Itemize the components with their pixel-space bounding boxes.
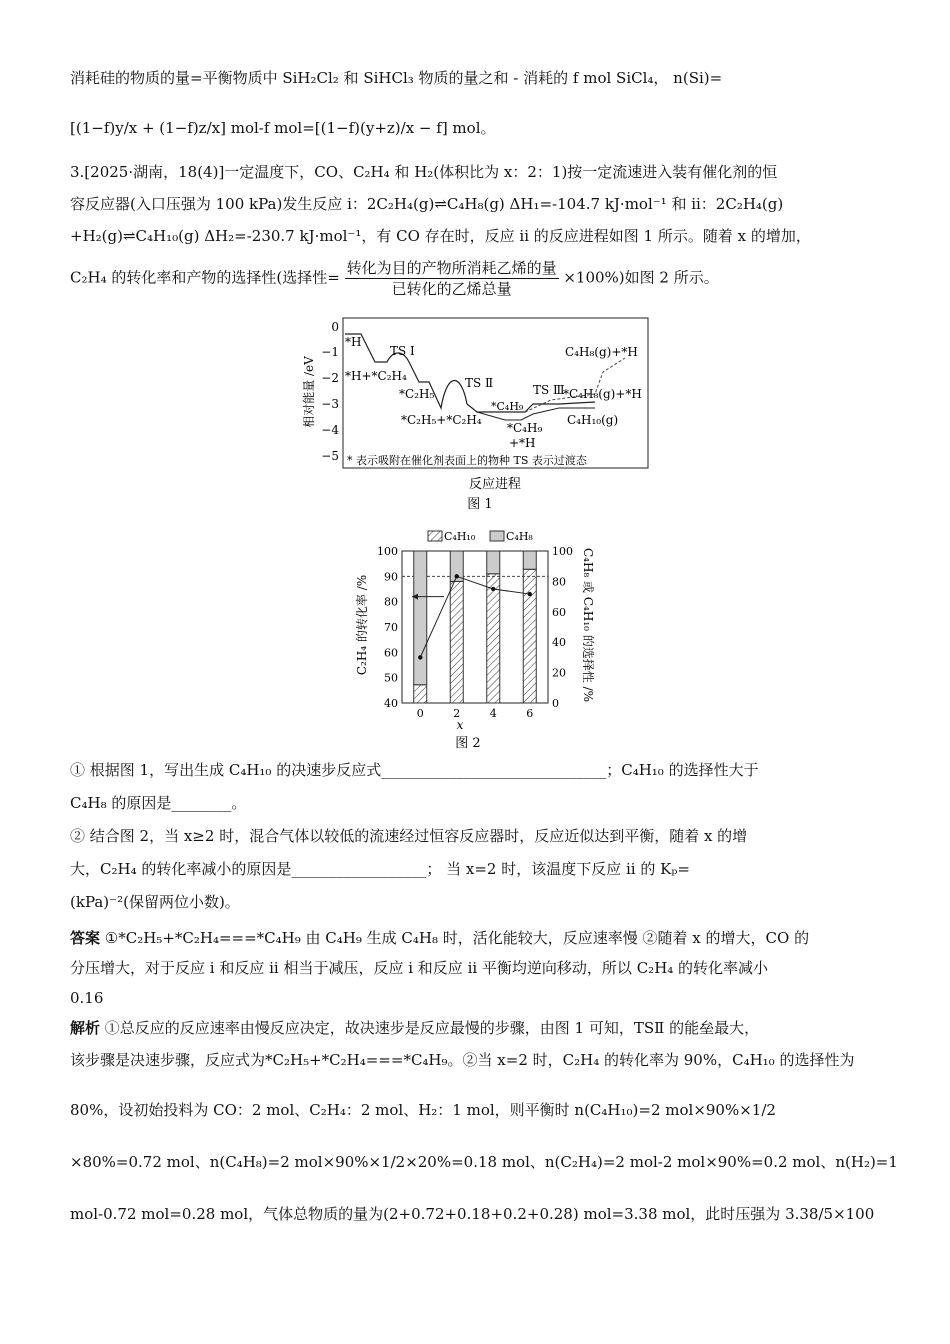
fig2-legend-c4h10: C₄H₁₀ bbox=[444, 530, 476, 543]
fig2-legend-swatch-c4h8 bbox=[490, 531, 504, 541]
analysis-label: 解析 bbox=[70, 1019, 101, 1037]
fig1-label-c4h10: C₄H₁₀(g) bbox=[567, 413, 619, 427]
fig2-ytick-left: 50 bbox=[384, 671, 398, 685]
fig1-ytick: −4 bbox=[321, 423, 339, 437]
fig1-label-c2h5-c2h4: *C₂H₅+*C₂H₄ bbox=[401, 413, 482, 427]
fig1-label-c4h8-mid: *C₄H₈(g)+*H bbox=[563, 387, 642, 401]
fig2-legend-c4h8: C₄H₈ bbox=[506, 530, 533, 543]
fig1-label-ts3: TS Ⅲ bbox=[533, 383, 565, 397]
analysis-text: ①总反应的反应速率由慢反应决定，故决速步是反应最慢的步骤，由图 1 可知，TSⅡ 的能垒最大， bbox=[100, 1019, 760, 1037]
question-3-line-2: 容反应器(入口压强为 100 kPa)发生反应 i：2C₂H₄(g)⇌C₄H₈(g) ΔH₁=-104.7 kJ·mol⁻¹ 和 ii：2C₂H₄(g) bbox=[70, 195, 784, 213]
fig2-bar-c4h8 bbox=[414, 551, 427, 685]
question-part-2-line-3: (kPa)⁻²(保留两位小数)。 bbox=[70, 893, 240, 911]
text-line-1: 消耗硅的物质的量=平衡物质中 SiH₂Cl₂ 和 SiHCl₃ 物质的量之和 - 消耗的 f mol SiCl₄， n(Si)= bbox=[70, 69, 723, 87]
fig2-xtick: 4 bbox=[489, 707, 497, 720]
fig1-note: * 表示吸附在催化剂表面上的物种 TS 表示过渡态 bbox=[347, 454, 587, 467]
fig2-conversion-point bbox=[455, 574, 459, 578]
fig1-yticks bbox=[321, 320, 339, 463]
fig1-ylabel: 相对能量 /eV bbox=[302, 356, 316, 428]
fig2-xlabel: x bbox=[456, 718, 464, 732]
fig2-plot-area bbox=[377, 545, 573, 720]
fig1-label-c4h9-a: *C₄H₉ bbox=[491, 400, 524, 413]
fig1-ytick: −3 bbox=[321, 397, 339, 411]
fig1-label-c4h9-h: +*H bbox=[509, 436, 536, 450]
selectivity-lead: C₂H₄ 的转化率和产物的选择性(选择性= bbox=[70, 268, 340, 287]
analysis-line-1 bbox=[70, 1018, 759, 1038]
fig1-ytick: 0 bbox=[331, 320, 339, 334]
fig2-bar-c4h10 bbox=[523, 569, 536, 703]
figure-1-energy-profile bbox=[295, 312, 665, 512]
selectivity-numerator: 转化为目的产物所消耗乙烯的量 bbox=[346, 259, 557, 277]
question-part-2-line-2: 大，C₂H₄ 的转化率减小的原因是__________________； 当 x=2 时，该温度下反应 ii 的 Kₚ= bbox=[70, 860, 690, 878]
answer-line-3: 0.16 bbox=[70, 989, 104, 1007]
fig2-ytick-right: 20 bbox=[552, 666, 566, 680]
answer-line-1 bbox=[70, 928, 809, 948]
fig1-ytick: −1 bbox=[321, 345, 339, 359]
selectivity-denominator: 已转化的乙烯总量 bbox=[391, 280, 512, 298]
fig2-conversion-point bbox=[528, 592, 532, 596]
fig2-ytick-left: 90 bbox=[384, 570, 398, 584]
fig1-label-ts2: TS Ⅱ bbox=[465, 376, 494, 390]
fig2-conversion-point bbox=[418, 655, 422, 659]
question-part-2-line-1: ② 结合图 2，当 x≥2 时，混合气体以较低的流速经过恒容反应器时，反应近似达到平衡，随着 x 的增 bbox=[70, 827, 748, 845]
answer-text: ①*C₂H₅+*C₂H₄===*C₄H₉ 由 C₄H₉ 生成 C₄H₈ 时，活化能较大，反应速率慢 ②随着 x 的增大，CO 的 bbox=[100, 929, 810, 947]
selectivity-tail: ×100%)如图 2 所示。 bbox=[563, 268, 719, 287]
answer-label: 答案 bbox=[70, 929, 101, 947]
fig2-ytick-left: 100 bbox=[377, 545, 398, 558]
fig1-label-h: *H bbox=[345, 335, 362, 349]
fig1-caption: 图 1 bbox=[467, 497, 493, 512]
question-3-line-3: +H₂(g)⇌C₄H₁₀(g) ΔH₂=-230.7 kJ·mol⁻¹，有 CO 存在时，反应 ii 的反应进程如图 1 所示。随着 x 的增加， bbox=[70, 227, 811, 245]
analysis-line-2: 该步骤是决速步骤，反应式为*C₂H₅+*C₂H₄===*C₄H₉。②当 x=2 时，C₂H₄ 的转化率为 90%，C₄H₁₀ 的选择性为 bbox=[70, 1051, 855, 1069]
fig2-bar-c4h8 bbox=[487, 551, 500, 574]
fig2-xtick: 0 bbox=[416, 707, 424, 720]
fig1-label-ts1: TS Ⅰ bbox=[390, 344, 415, 358]
fig2-bar-c4h10 bbox=[487, 574, 500, 703]
analysis-line-4: ×80%=0.72 mol、n(C₄H₈)=2 mol×90%×1/2×20%=0.18 mol、n(C₂H₄)=2 mol-2 mol×90%=0.2 mol、n(H₂)=1 bbox=[70, 1153, 898, 1171]
question-part-1-line-2: C₄H₈ 的原因是________。 bbox=[70, 794, 247, 812]
fig2-legend-swatch-c4h10 bbox=[428, 531, 442, 541]
fig2-conversion-line bbox=[420, 576, 530, 657]
analysis-line-5: mol-0.72 mol=0.28 mol，气体总物质的量为(2+0.72+0.18+0.2+0.28) mol=3.38 mol，此时压强为 3.38/5×100 bbox=[70, 1205, 875, 1223]
question-part-1-line-1: ① 根据图 1，写出生成 C₄H₁₀ 的决速步反应式______________________________；C₄H₁₀ 的选择性大于 bbox=[70, 761, 759, 779]
fig1-xlabel: 反应进程 bbox=[468, 477, 522, 492]
analysis-line-3: 80%，设初始投料为 CO：2 mol、C₂H₄：2 mol、H₂：1 mol，则平衡时 n(C₄H₁₀)=2 mol×90%×1/2 bbox=[70, 1101, 776, 1119]
fig1-label-c4h8-top: C₄H₈(g)+*H bbox=[565, 345, 638, 359]
fig2-ylabel-right: C₄H₈ 或 C₄H₁₀ 的选择性 /% bbox=[581, 547, 595, 703]
fig2-ytick-right: 0 bbox=[552, 697, 559, 710]
fig2-ytick-left: 70 bbox=[384, 621, 398, 634]
fig2-ytick-left: 80 bbox=[384, 595, 398, 609]
fig2-ytick-right: 60 bbox=[552, 605, 566, 619]
fig2-ytick-left: 40 bbox=[384, 697, 398, 710]
fig2-ylabel-left: C₂H₄ 的转化率 /% bbox=[355, 574, 369, 676]
fig2-ytick-right: 80 bbox=[552, 575, 566, 589]
fig2-xtick: 2 bbox=[453, 707, 461, 720]
answer-line-2: 分压增大，对于反应 i 和反应 ii 相当于减压，反应 i 和反应 ii 平衡均逆向移动，所以 C₂H₄ 的转化率减小 bbox=[70, 959, 769, 977]
fig1-label-c2h5: *C₂H₅ bbox=[399, 387, 435, 401]
fig2-bar-c4h10 bbox=[414, 685, 427, 703]
fig2-xtick: 6 bbox=[526, 707, 534, 720]
fig2-caption: 图 2 bbox=[455, 736, 481, 751]
fig1-label-h-c2h4: *H+*C₂H₄ bbox=[345, 369, 407, 383]
fig2-ytick-left: 60 bbox=[384, 646, 398, 660]
fig1-ytick: −5 bbox=[321, 449, 339, 463]
fig1-ytick: −2 bbox=[321, 371, 339, 385]
fig2-ytick-right: 100 bbox=[552, 545, 573, 558]
text-line-2: [(1−f)y/x + (1−f)z/x] mol-f mol=[(1−f)(y+z)/x − f] mol。 bbox=[70, 119, 496, 137]
fig1-label-c4h9-b: *C₄H₉ bbox=[507, 421, 543, 435]
figure-2-conversion-selectivity bbox=[340, 525, 610, 753]
fig2-conversion-point bbox=[491, 587, 495, 591]
fig2-bar-c4h8 bbox=[523, 551, 536, 569]
fig2-bar-c4h10 bbox=[450, 581, 463, 703]
fig2-ytick-right: 40 bbox=[552, 636, 566, 650]
question-3-line-4 bbox=[70, 258, 719, 299]
selectivity-fraction bbox=[345, 258, 559, 299]
question-3-line-1: 3.[2025·湖南，18(4)]一定温度下，CO、C₂H₄ 和 H₂(体积比为 x：2：1)按一定流速进入装有催化剂的恒 bbox=[70, 163, 778, 181]
